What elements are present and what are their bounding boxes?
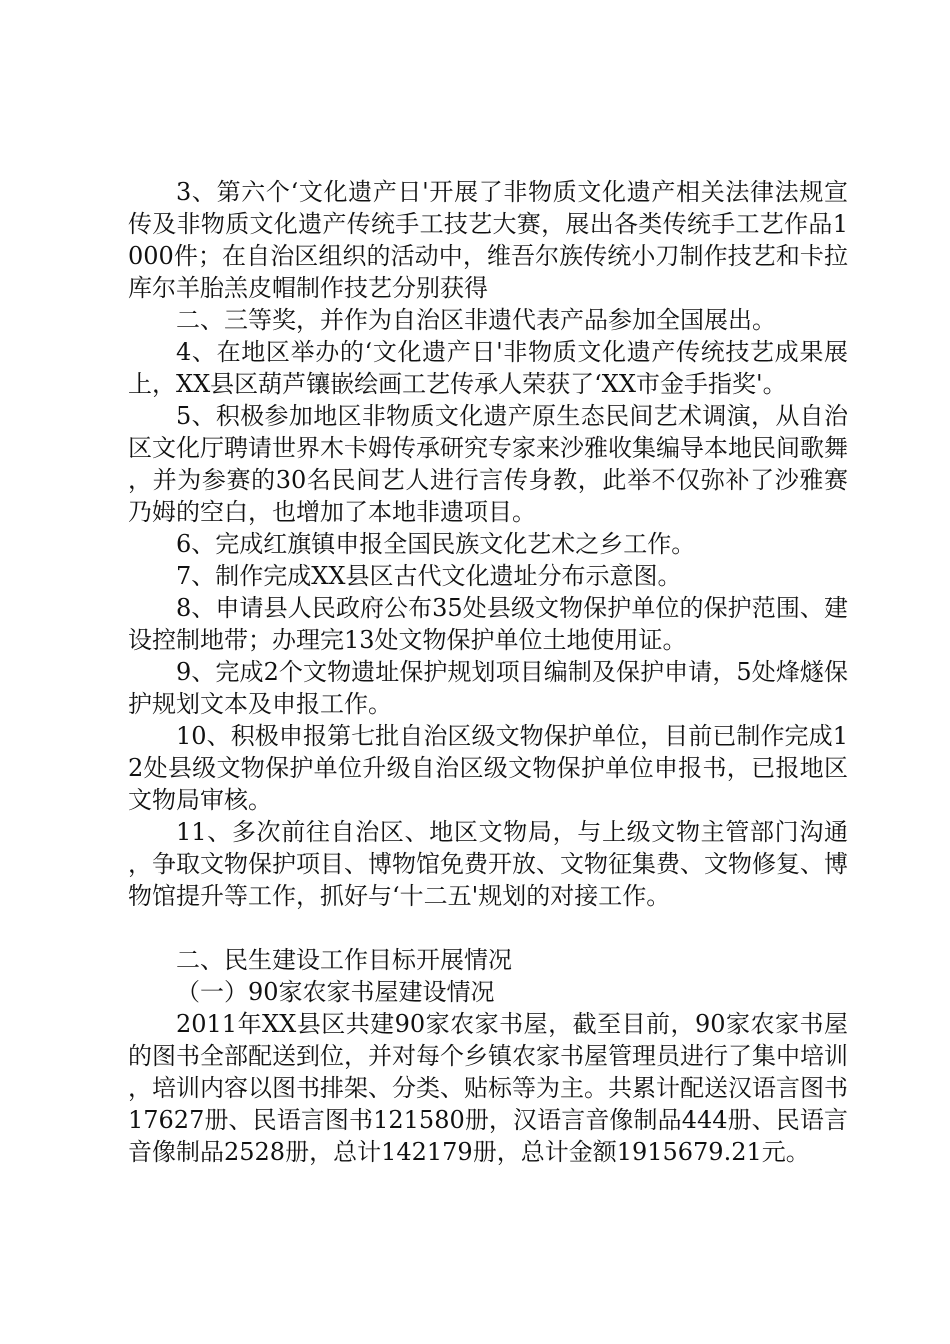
paragraph-item-10: 10、积极申报第七批自治区级文物保护单位，目前已制作完成12处县级文物保护单位升级自治区级文物保护单位申报书，已报地区文物局审核。 [128,722,848,814]
paragraph-item-8: 8、申请县人民政府公布35处县级文物保护单位的保护范围、建设控制地带；办理完13处文物保护单位土地使用证。 [128,594,848,654]
section-spacer [128,912,848,944]
paragraph-item-3-continued: 二、三等奖，并作为自治区非遗代表产品参加全国展出。 [176,306,776,334]
paragraph-item-3: 3、第六个‘文化遗产日'开展了非物质文化遗产相关法律法规宣传及非物质文化遗产传统手工技艺大赛，展出各类传统手工艺作品1000件；在自治区组织的活动中，维吾尔族传统小刀制作技艺和卡拉库尔羊胎羔皮帽制作技艺分别获得 [128,178,848,302]
paragraph-item-4: 4、在地区举办的‘文化遗产日'非物质文化遗产传统技艺成果展上，XX县区葫芦镶嵌绘画工艺传承人荣获了‘XX市金手指奖'。 [128,338,848,398]
closing-paragraph: 2011年XX县区共建90家农家书屋，截至目前，90家农家书屋的图书全部配送到位，并对每个乡镇农家书屋管理员进行了集中培训，培训内容以图书排架、分类、贴标等为主。共累计配送汉语言图书17627册、民语言图书121580册，汉语言音像制品444册、民语言音像制品2528册，总计142179册，总计金额1915679.21元。 [128,1010,848,1166]
paragraph-item-7: 7、制作完成XX县区古代文化遗址分布示意图。 [176,562,682,590]
subsection-heading: （一）90家农家书屋建设情况 [176,978,495,1006]
section-heading: 二、民生建设工作目标开展情况 [176,946,512,974]
paragraph-item-9: 9、完成2个文物遗址保护规划项目编制及保护申请，5处烽燧保护规划文本及申报工作。 [128,658,848,718]
paragraph-item-5: 5、积极参加地区非物质文化遗产原生态民间艺术调演，从自治区文化厅聘请世界木卡姆传承研究专家来沙雅收集编导本地民间歌舞，并为参赛的30名民间艺人进行言传身教，此举不仅弥补了沙雅赛乃姆的空白，也增加了本地非遗项目。 [128,402,848,526]
document-body [128,176,848,1168]
paragraph-item-11: 11、多次前往自治区、地区文物局，与上级文物主管部门沟通，争取文物保护项目、博物馆免费开放、文物征集费、文物修复、博物馆提升等工作，抓好与‘十二五'规划的对接工作。 [128,818,848,910]
paragraph-item-6: 6、完成红旗镇申报全国民族文化艺术之乡工作。 [176,530,696,558]
